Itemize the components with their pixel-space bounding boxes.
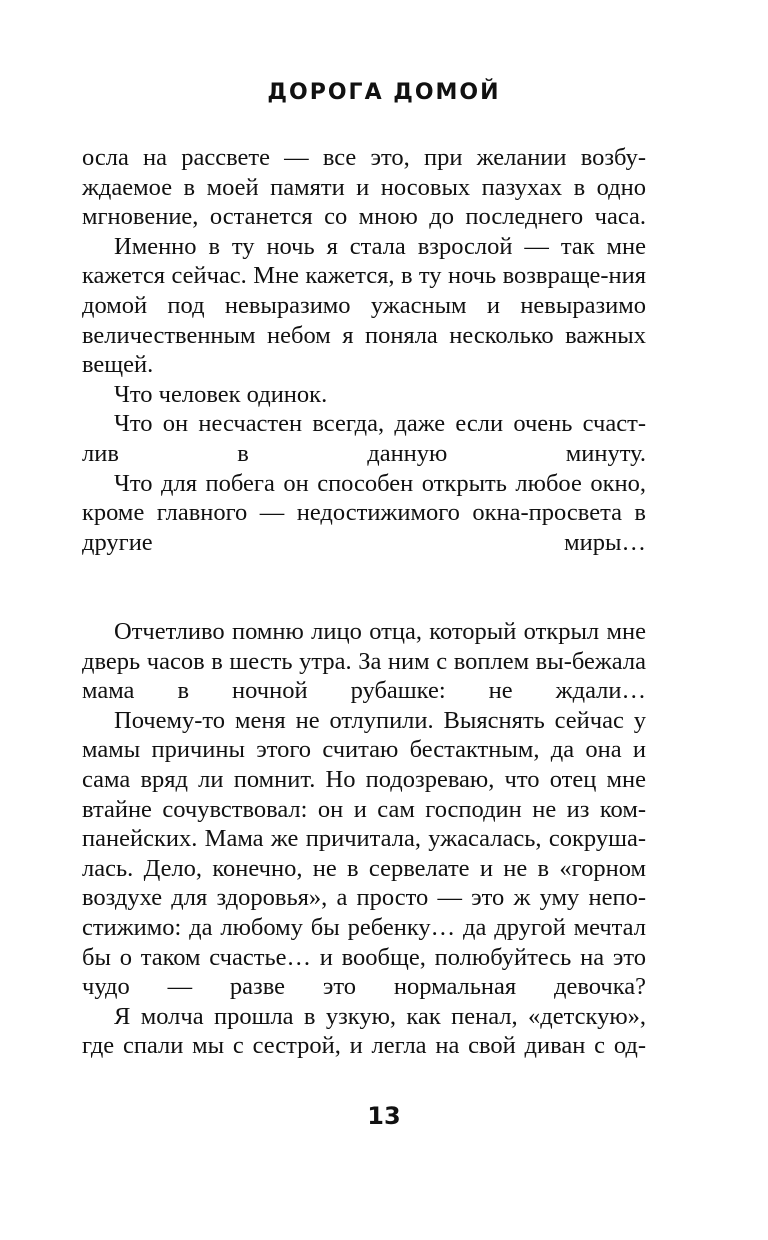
paragraph: Отчетливо помню лицо отца, который открыл мне дверь часов в шесть утра. За ним с воплем вы-бежала мама в ночной рубашке: не ждали… [82,618,646,705]
text-section-1 [82,143,646,557]
paragraph: Именно в ту ночь я стала взрослой — так мне кажется сейчас. Мне кажется, в ту ночь возвраще-ния домой под невыразимо ужасным и невыразимо величественным небом я поняла несколько важных вещей. [82,232,646,379]
paragraph: Что человек одинок. [114,380,328,408]
running-title: ДОРОГА ДОМОЙ [267,80,501,105]
paragraph: осла на рассвете — все это, при желании возбу-ждаемое в моей памяти и носовых пазухах в одно мгновение, останется со мною до последнего часа. [82,144,646,231]
page-number: 13 [367,1102,401,1130]
paragraph: Что он несчастен всегда, даже если очень счаст-лив в данную минуту. [82,410,646,467]
paragraph: Почему-то меня не отлупили. Выяснять сейчас у мамы причины этого считаю бестактным, да она и сама вряд ли помнит. Но подозреваю, что отец мне втайне сочувствовал: он и сам господин не из ком-панейских. Мама же причитала, ужасалась, сокруша-лась. Дело, конечно, не в сервелате и не в «горном воздухе для здоровья», а просто — это ж уму непо-стижимо: да любому бы ребенку… да другой мечтал бы о таком счастье… и вообще, полюбуйтесь на это чудо — разве это нормальная девочка? [82,706,646,1001]
paragraph: Я молча прошла в узкую, как пенал, «детскую», где спали мы с сестрой, и легла на свой диван с од- [82,1002,646,1060]
text-section-2 [82,617,646,1061]
paragraph: Что для побега он способен открыть любое окно, кроме главного — недостижимого окна-просвета в другие миры… [82,469,646,556]
